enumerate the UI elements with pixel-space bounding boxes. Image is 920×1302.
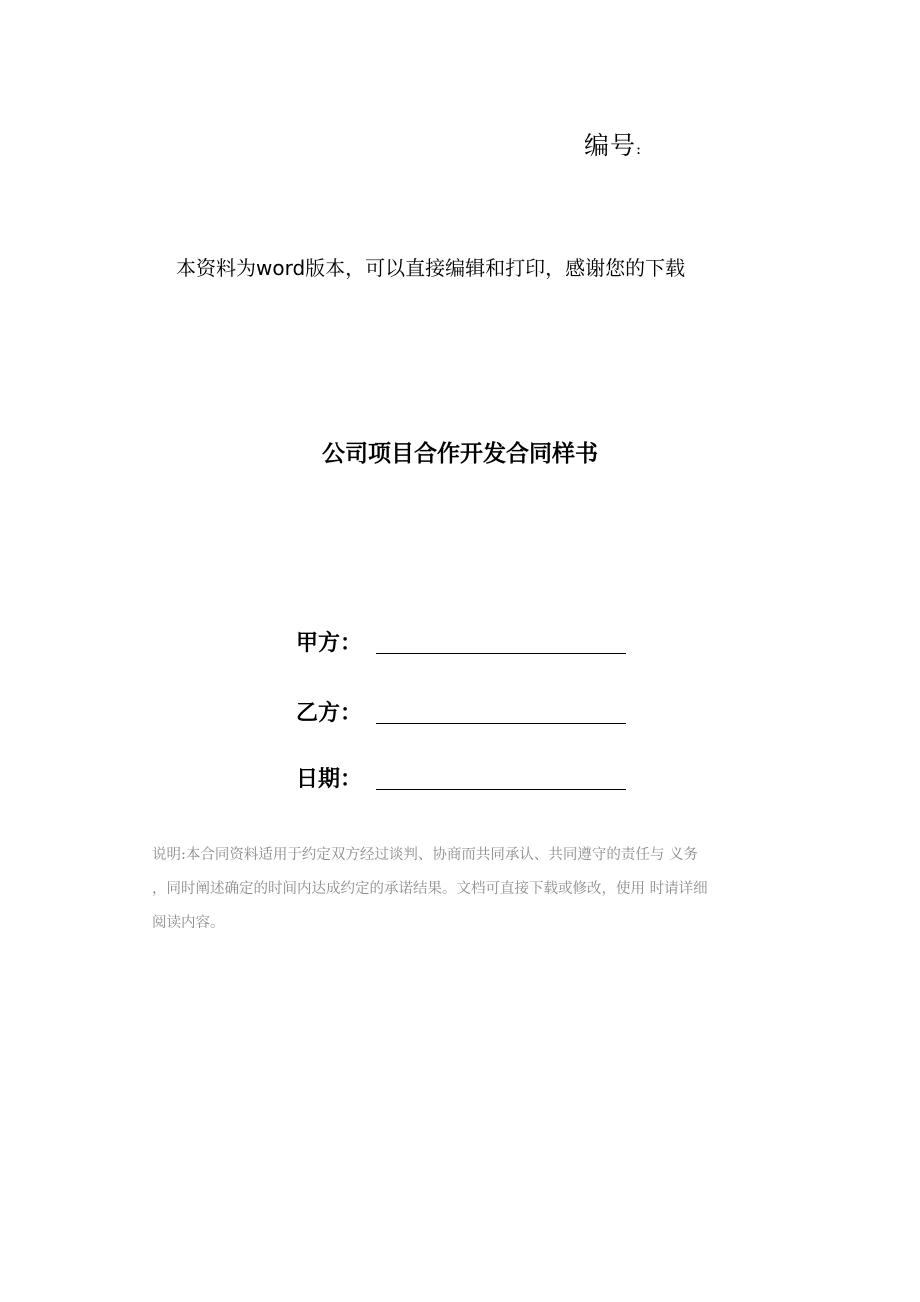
document-number-colon: : xyxy=(636,140,643,158)
explanation-line: ，同时阐述确定的时间内达成约定的承诺结果。文档可直接下载或修改，使用 时请详细 xyxy=(152,881,708,897)
explanation-line: 说明:本合同资料适用于约定双方经过谈判、协商而共同承认、共同遵守的责任与 义务 xyxy=(152,847,698,863)
document-number-text: 编号 xyxy=(584,131,637,160)
contract-title: 公司项目合作开发合同样书 xyxy=(322,441,598,467)
explanation-paragraph xyxy=(152,838,784,940)
party-a-label: 甲方： xyxy=(296,631,363,656)
date-label: 日期： xyxy=(296,767,363,792)
date-row xyxy=(296,760,626,794)
download-notice: 本资料为word版本，可以直接编辑和打印，感谢您的下载 xyxy=(176,256,686,280)
party-b-blank-line[interactable] xyxy=(376,697,626,724)
party-b-label: 乙方： xyxy=(296,701,363,726)
party-a-blank-line[interactable] xyxy=(376,627,626,654)
party-b-row xyxy=(296,694,626,728)
explanation-line: 阅读内容。 xyxy=(152,915,225,931)
party-a-row xyxy=(296,624,626,658)
document-number-label xyxy=(584,126,642,162)
date-blank-line[interactable] xyxy=(376,763,626,790)
